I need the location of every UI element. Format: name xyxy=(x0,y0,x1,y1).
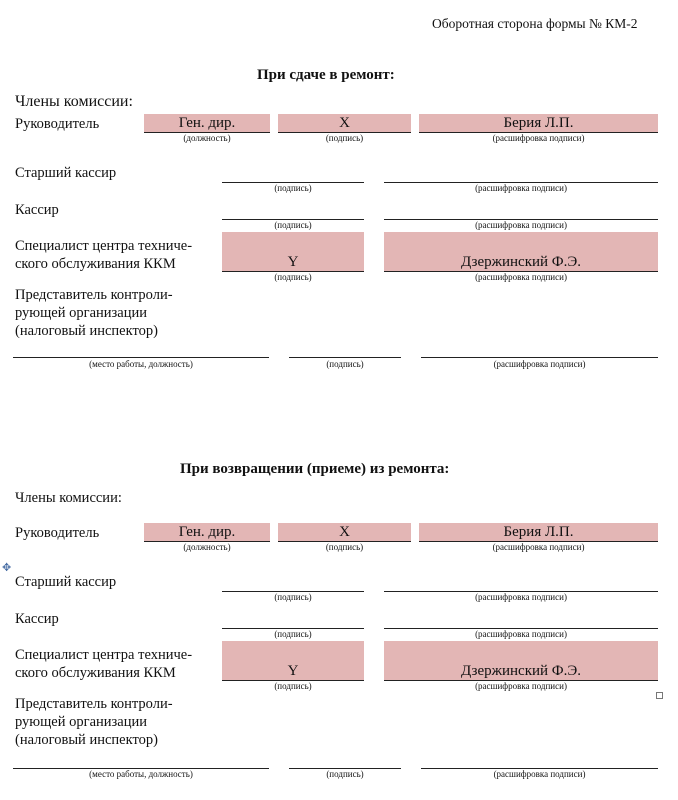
section2-rep-label-line1: Представитель контроли- xyxy=(15,696,173,712)
caption-decode: (расшифровка подписи) xyxy=(492,542,585,552)
resize-square-icon[interactable] xyxy=(656,692,663,699)
section1-specialist-label-line2: ского обслуживания ККМ xyxy=(15,256,176,272)
caption-signature: (подпись) xyxy=(274,183,312,193)
section2-specialist-name-field[interactable]: Дзержинский Ф.Э. xyxy=(384,641,658,681)
caption-decode: (расшифровка подписи) xyxy=(475,272,567,282)
caption-position: (должность) xyxy=(183,542,231,552)
caption-position: (должность) xyxy=(183,133,231,143)
caption-signature: (подпись) xyxy=(274,629,312,639)
section2-title: При возвращении (приеме) из ремонта: xyxy=(180,461,450,477)
caption-signature: (подпись) xyxy=(325,542,364,552)
caption-decode: (расшифровка подписи) xyxy=(492,133,585,143)
section1-rep-signature-line[interactable] xyxy=(289,357,401,358)
caption-signature: (подпись) xyxy=(325,133,364,143)
section1-rep-label-line2: рующей организации xyxy=(15,305,147,321)
caption-signature: (подпись) xyxy=(274,220,312,230)
caption-decode: (расшифровка подписи) xyxy=(475,592,567,602)
section1-head-label: Руководитель xyxy=(15,116,100,132)
caption-decode: (расшифровка подписи) xyxy=(475,681,567,691)
caption-signature: (подпись) xyxy=(326,769,364,779)
section1-head-signature-field[interactable]: X xyxy=(278,114,411,133)
section1-specialist-signature-field[interactable]: Y xyxy=(222,232,364,272)
section2-head-name-field[interactable]: Берия Л.П. xyxy=(419,523,658,542)
section1-cashier-label: Кассир xyxy=(15,202,59,218)
section2-head-label: Руководитель xyxy=(15,525,100,541)
section2-members-heading: Члены комиссии: xyxy=(15,490,122,506)
section1-senior-cashier-label: Старший кассир xyxy=(15,165,117,181)
section2-cashier-label: Кассир xyxy=(15,611,59,627)
section1-rep-label-line3: (налоговый инспектор) xyxy=(15,323,158,339)
section1-specialist-label-line1: Специалист центра техниче- xyxy=(15,238,193,254)
section1-rep-label-line1: Представитель контроли- xyxy=(15,287,173,303)
section2-specialist-label-line1: Специалист центра техниче- xyxy=(15,647,193,663)
caption-decode: (расшифровка подписи) xyxy=(493,359,586,369)
caption-decode: (расшифровка подписи) xyxy=(475,629,567,639)
caption-signature: (подпись) xyxy=(326,359,364,369)
section1-members-heading: Члены комиссии: xyxy=(15,93,133,110)
caption-signature: (подпись) xyxy=(274,592,312,602)
caption-decode: (расшифровка подписи) xyxy=(493,769,586,779)
caption-signature: (подпись) xyxy=(274,272,312,282)
section2-rep-label-line3: (налоговый инспектор) xyxy=(15,732,158,748)
section2-specialist-label-line2: ского обслуживания ККМ xyxy=(15,665,176,681)
section1-title: При сдаче в ремонт: xyxy=(257,67,395,83)
section2-senior-cashier-label: Старший кассир xyxy=(15,574,117,590)
section1-rep-workplace-line[interactable] xyxy=(13,357,269,358)
section2-rep-label-line2: рующей организации xyxy=(15,714,147,730)
section2-head-signature-field[interactable]: X xyxy=(278,523,411,542)
section2-head-position-field[interactable]: Ген. дир. xyxy=(144,523,270,542)
section1-head-name-field[interactable]: Берия Л.П. xyxy=(419,114,658,133)
section2-specialist-signature-field[interactable]: Y xyxy=(222,641,364,681)
section1-rep-decode-line[interactable] xyxy=(421,357,658,358)
section1-specialist-name-field[interactable]: Дзержинский Ф.Э. xyxy=(384,232,658,272)
form-side-header: Оборотная сторона формы № КМ-2 xyxy=(432,16,638,31)
move-cross-icon[interactable]: ✥ xyxy=(2,561,12,574)
caption-workplace: (место работы, должность) xyxy=(89,359,193,369)
caption-decode: (расшифровка подписи) xyxy=(475,183,567,193)
caption-workplace: (место работы, должность) xyxy=(89,769,193,779)
caption-decode: (расшифровка подписи) xyxy=(475,220,567,230)
section1-head-position-field[interactable]: Ген. дир. xyxy=(144,114,270,133)
caption-signature: (подпись) xyxy=(274,681,312,691)
